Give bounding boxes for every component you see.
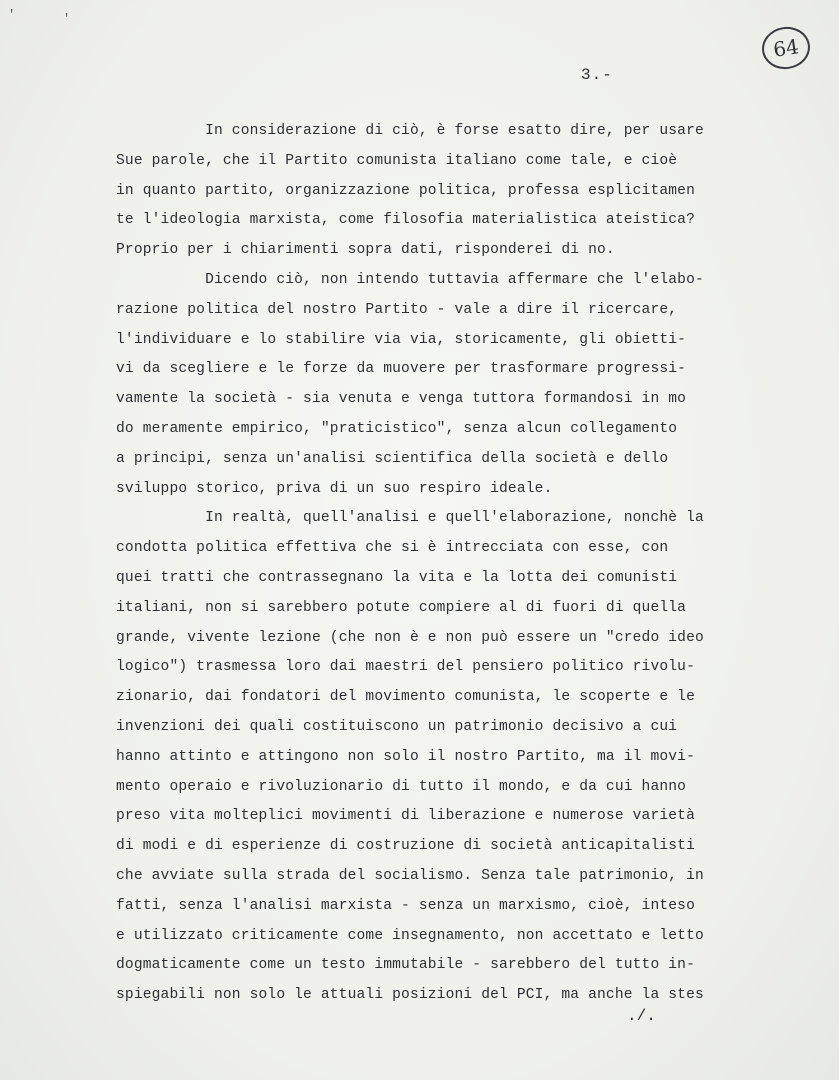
body-text (116, 117, 766, 1011)
text-line: dogmaticamente come un testo immutabile - sarebbero del tutto in- (116, 957, 695, 974)
text-line: sviluppo storico, priva di un suo respiro ideale. (116, 480, 553, 497)
text-line: spiegabili non solo le attuali posizioni del PCI, ma anche la stes (116, 987, 704, 1004)
text-line: mento operaio e rivoluzionario di tutto il mondo, e da cui hanno (116, 778, 687, 795)
text-line: In realtà, quell'analisi e quell'elaborazione, nonchè la (116, 510, 704, 527)
text-line: grande, vivente lezione (che non è e non può essere un "credo ideo (116, 629, 704, 646)
margin-speck: ' (63, 12, 71, 26)
text-line: vi da scegliere e le forze da muovere per trasformare progressi- (116, 361, 687, 378)
text-line: Dicendo ciò, non intendo tuttavia affermare che l'elabo- (116, 271, 704, 288)
text-line: in quanto partito, organizzazione politica, professa esplicitamen (116, 182, 695, 199)
text-line: a principi, senza un'analisi scientifica della società e dello (116, 450, 669, 467)
text-line: razione politica del nostro Partito - vale a dire il ricercare, (116, 301, 678, 318)
text-line: di modi e di esperienze di costruzione di società anticapitalisti (116, 838, 695, 855)
page-number: 3.- (581, 66, 613, 84)
continuation-mark: ./. (627, 1007, 656, 1025)
text-line: do meramente empirico, "praticistico", senza alcun collegamento (116, 420, 678, 437)
margin-speck: ' (8, 8, 16, 22)
stamp-number: 64 (771, 34, 801, 62)
text-line: Proprio per i chiarimenti sopra dati, risponderei di no. (116, 242, 615, 259)
text-line: Sue parole, che il Partito comunista italiano come tale, e cioè (116, 152, 678, 169)
text-line: hanno attinto e attingono non solo il nostro Partito, ma il movi- (116, 748, 695, 765)
text-line: e utilizzato criticamente come insegnamento, non accettato e letto (116, 927, 704, 944)
text-line: italiani, non si sarebbero potute compiere al di fuori di quella (116, 599, 687, 616)
text-line: In considerazione di ciò, è forse esatto dire, per usare (116, 123, 704, 139)
text-line: quei tratti che contrassegnano la vita e la lotta dei comunisti (116, 569, 678, 586)
text-line: zionario, dai fondatori del movimento comunista, le scoperte e le (116, 689, 695, 706)
text-line: preso vita molteplici movimenti di liberazione e numerose varietà (116, 808, 695, 825)
text-line: l'individuare e lo stabilire via via, storicamente, gli obietti- (116, 331, 687, 348)
text-line: fatti, senza l'analisi marxista - senza un marxismo, cioè, inteso (116, 897, 695, 914)
text-line: invenzioni dei quali costituiscono un patrimonio decisivo a cui (116, 718, 678, 735)
text-line: condotta politica effettiva che si è intrecciata con esse, con (116, 540, 669, 557)
text-line: te l'ideologia marxista, come filosofia materialistica ateistica? (116, 212, 695, 229)
archive-page-stamp (759, 24, 812, 72)
text-line: che avviate sulla strada del socialismo. Senza tale patrimonio, in (116, 867, 704, 884)
text-line: vamente la società - sia venuta e venga tuttora formandosi in mo (116, 391, 687, 408)
text-line: logico") trasmessa loro dai maestri del pensiero politico rivolu- (116, 659, 695, 676)
